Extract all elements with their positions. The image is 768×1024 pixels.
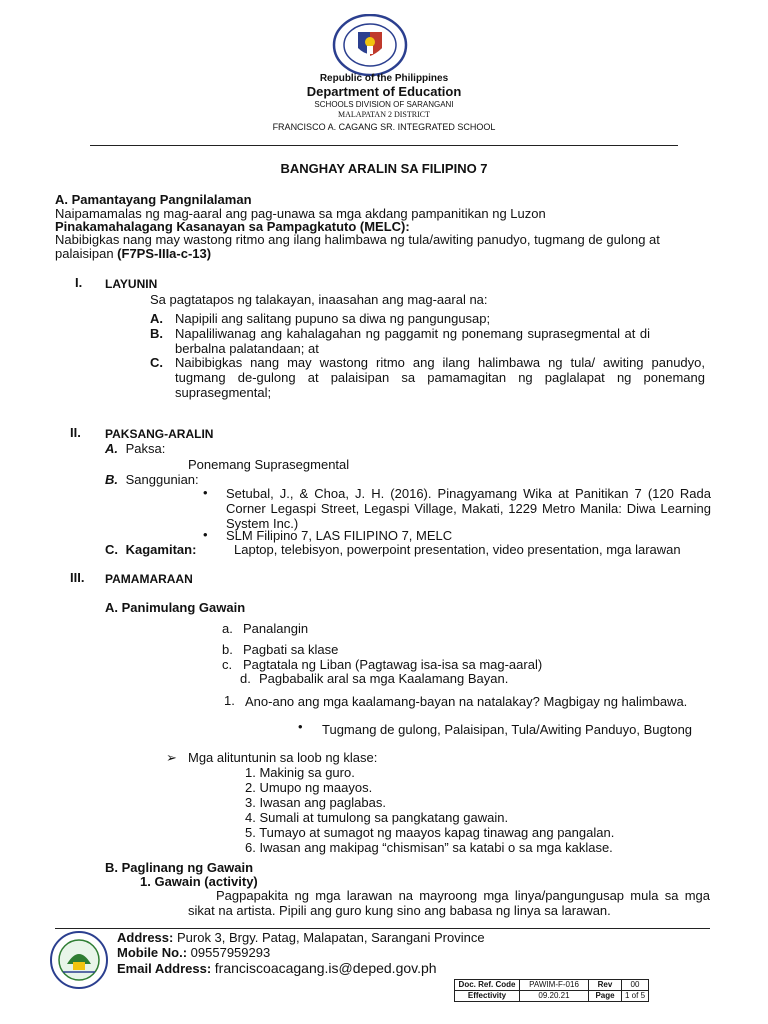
layunin-b-text: Napaliliwanag ang kahalagahan ng paggamit ng ponemang suprasegmental at di berbalna palatandaan; at <box>175 326 650 356</box>
panimula-heading: A. Panimulang Gawain <box>105 600 246 615</box>
layunin-num: I. <box>75 275 83 290</box>
rule-4: 4. Sumali at tumulong sa pangkatang gawain. <box>245 810 509 825</box>
footer-address: Address: Purok 3, Brgy. Patag, Malapatan, Sarangani Province <box>117 930 485 945</box>
header-divider <box>90 145 678 146</box>
answer-bullet: • <box>298 719 303 734</box>
ref-2: SLM Filipino 7, LAS FILIPINO 7, MELC <box>226 528 453 543</box>
doc-ref-row-1: Doc. Ref. Code PAWIM-F-016 Rev 00 <box>455 980 649 991</box>
school-line: FRANCISCO A. CAGANG SR. INTEGRATED SCHOOL <box>272 122 496 132</box>
footer-divider <box>55 928 710 929</box>
step-c-text: Pagtatala ng Liban (Pagtawag isa-isa sa mag-aaral) <box>243 657 543 672</box>
step-d-text: Pagbabalik aral sa mga Kaalamang Bayan. <box>259 671 509 686</box>
district-line: MALAPATAN 2 DISTRICT <box>338 110 430 119</box>
rules-intro: Mga alituntunin sa loob ng klase: <box>188 750 378 765</box>
division-line: SCHOOLS DIVISION OF SARANGANI <box>314 100 454 109</box>
paksang-num: II. <box>70 425 81 440</box>
kagamitan-row: C. Kagamitan: <box>105 542 197 557</box>
step-c-label: c. <box>222 657 233 672</box>
department-line: Department of Education <box>306 84 462 99</box>
paksa-value: Ponemang Suprasegmental <box>188 457 350 472</box>
section-a-heading: A. Pamantayang Pangnilalaman <box>55 192 252 207</box>
ref-1: Setubal, J., & Choa, J. H. (2016). Pinagyamang Wika at Panitikan 7 (120 Rada Corner Legaspi Street, Legaspi Village, Makati, 1229 Metro Manila: Diwa Learning System Inc.) <box>226 486 711 531</box>
school-seal-logo <box>45 930 113 990</box>
layunin-intro: Sa pagtatapos ng talakayan, inaasahan ang mag-aaral na: <box>150 292 488 307</box>
footer-email: Email Address: franciscoacagang.is@deped.gov.ph <box>117 960 437 976</box>
layunin-a-text: Napipili ang salitang pupuno sa diwa ng pangungusap; <box>175 311 491 326</box>
melc-code: (F7PS-IIIa-c-13) <box>117 246 212 261</box>
melc-line1: Nabibigkas nang may wastong ritmo ang ilang halimbawa ng tula/awiting panudyo, tugmang de gulong at <box>55 232 660 247</box>
gawain-text: Pagpapakita ng mga larawan na mayroong mga linya/pangungusap mula sa mga sikat na artista. Pipili ang guro kung sino ang babasa ng linya sa larawan. <box>188 888 710 918</box>
pamamaraan-heading: PAMAMARAAN <box>105 572 193 586</box>
layunin-heading: LAYUNIN <box>105 277 158 291</box>
layunin-c-text: Naibibigkas nang may wastong ritmo ang ilang halimbawa ng tula/ awiting panudyo, tugmang de-gulong at palaisipan sa pamamagitan ng paglalapat ng ponemang suprasegmental; <box>175 355 705 400</box>
ref-bullet-1: • <box>203 485 208 500</box>
sanggunian-row: B. Sanggunian: <box>105 472 199 487</box>
page-title: BANGHAY ARALIN SA FILIPINO 7 <box>280 161 488 176</box>
deped-seal-logo <box>330 14 410 76</box>
republic-line: Republic of the Philippines <box>319 73 449 84</box>
rule-1: 1. Makinig sa guro. <box>245 765 355 780</box>
rule-2: 2. Umupo ng maayos. <box>245 780 373 795</box>
layunin-c-label: C. <box>150 355 163 370</box>
rule-3: 3. Iwasan ang paglabas. <box>245 795 386 810</box>
paksang-heading: PAKSANG-ARALIN <box>105 427 214 441</box>
paglinang-heading: B. Paglinang ng Gawain <box>105 860 254 875</box>
step-a-text: Panalangin <box>243 621 309 636</box>
rule-5: 5. Tumayo at sumagot ng maayos kapag tinawag ang pangalan. <box>245 825 615 840</box>
rule-6: 6. Iwasan ang makipag “chismisan” sa katabi o sa mga kaklase. <box>245 840 613 855</box>
question-text: Ano-ano ang mga kaalamang-bayan na natalakay? Magbigay ng halimbawa. <box>245 694 688 709</box>
layunin-b-label: B. <box>150 326 163 341</box>
melc-heading: Pinakamahalagang Kasanayan sa Pampagkatuto (MELC): <box>55 219 410 234</box>
doc-ref-row-2: Effectivity 09.20.21 Page 1 of 5 <box>455 991 649 1002</box>
answer-text: Tugmang de gulong, Palaisipan, Tula/Awiting Panduyo, Bugtong <box>322 722 693 737</box>
ref-bullet-2: • <box>203 527 208 542</box>
step-d-label: d. <box>240 671 251 686</box>
section-a-text: Naipamamalas ng mag-aaral ang pag-unawa sa mga akdang pampanitikan ng Luzon <box>55 206 546 221</box>
question-num: 1. <box>224 693 235 708</box>
pamamaraan-num: III. <box>70 570 85 585</box>
step-b-text: Pagbati sa klase <box>243 642 339 657</box>
layunin-a-label: A. <box>150 311 163 326</box>
melc-line2: palaisipan (F7PS-IIIa-c-13) <box>55 246 212 261</box>
step-b-label: b. <box>222 642 233 657</box>
rules-arrow-icon: ➢ <box>166 750 177 765</box>
gawain-heading: 1. Gawain (activity) <box>140 874 258 889</box>
paksa-row: A. Paksa: <box>105 441 166 456</box>
kagamitan-value: Laptop, telebisyon, powerpoint presentation, video presentation, mga larawan <box>234 542 681 557</box>
footer-mobile: Mobile No.: 09557959293 <box>117 945 271 960</box>
step-a-label: a. <box>222 621 233 636</box>
doc-ref-table <box>454 979 649 1002</box>
